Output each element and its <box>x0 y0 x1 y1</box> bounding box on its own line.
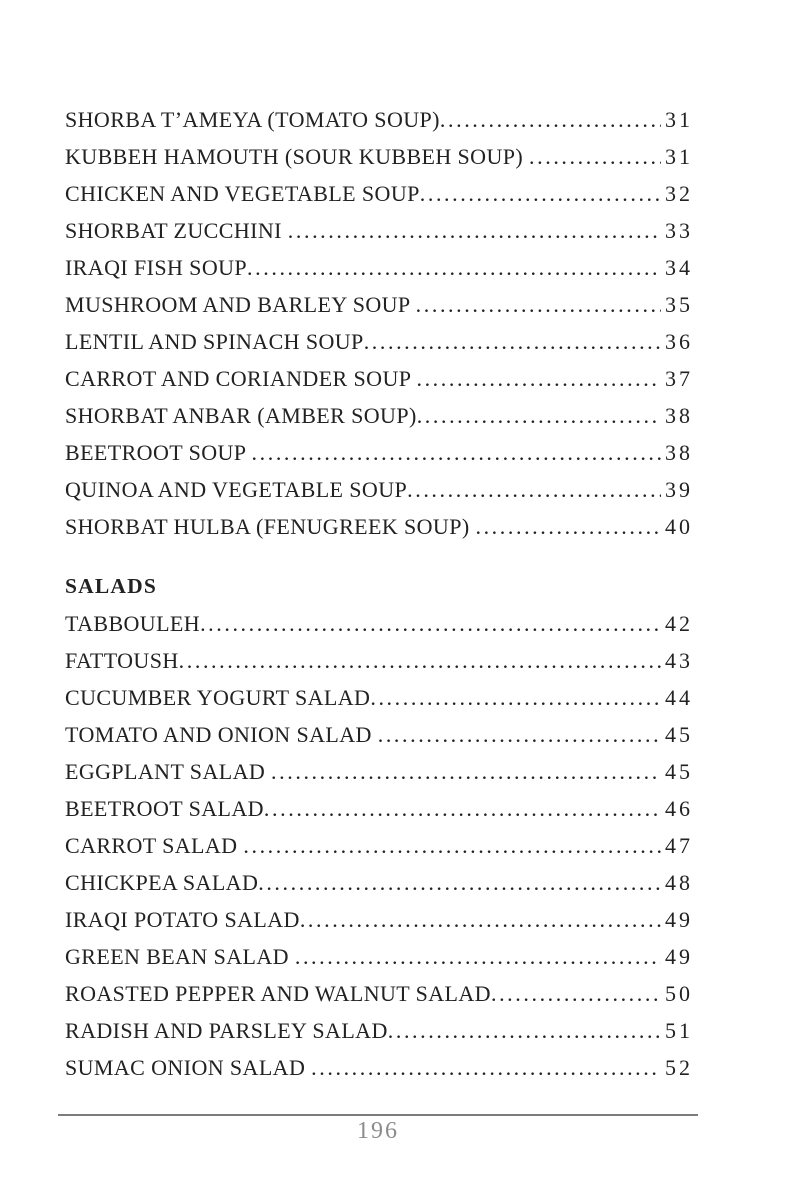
toc-entry-page: 44 <box>665 685 693 710</box>
dot-leader <box>288 212 661 252</box>
toc-entry-page: 38 <box>665 440 693 465</box>
dot-leader <box>388 1012 661 1052</box>
toc-entry-page: 45 <box>665 722 693 747</box>
dot-leader <box>420 175 661 215</box>
dot-leader <box>491 975 661 1015</box>
toc-entry-page: 31 <box>665 144 693 169</box>
dot-leader <box>416 360 661 400</box>
dot-leader <box>200 605 661 645</box>
table-of-contents <box>65 0 693 1086</box>
toc-entry <box>65 938 693 975</box>
toc-entry-title: CARROT AND CORIANDER SOUP <box>65 366 417 391</box>
toc-entry <box>65 249 693 286</box>
toc-entry <box>65 642 693 679</box>
toc-entry-title: EGGPLANT SALAD <box>65 759 272 784</box>
toc-entry-page: 46 <box>665 796 693 821</box>
dot-leader <box>247 249 661 289</box>
toc-entry-page: 49 <box>665 907 693 932</box>
toc-entry-title: SHORBAT ZUCCHINI <box>65 218 288 243</box>
toc-entry-title: KUBBEH HAMOUTH (SOUR KUBBEH SOUP) <box>65 144 530 169</box>
toc-entry <box>65 1049 693 1086</box>
dot-leader <box>417 397 661 437</box>
toc-entry-page: 51 <box>665 1018 693 1043</box>
dot-leader <box>407 471 661 511</box>
toc-entry-title: ROASTED PEPPER AND WALNUT SALAD <box>65 981 491 1006</box>
toc-entry-page: 45 <box>665 759 693 784</box>
toc-entry-page: 48 <box>665 870 693 895</box>
toc-entry-title: CHICKEN AND VEGETABLE SOUP <box>65 181 420 206</box>
page-number: 196 <box>357 1118 399 1144</box>
toc-entry-title: CHICKPEA SALAD <box>65 870 259 895</box>
toc-entry-title: SHORBAT ANBAR (AMBER SOUP) <box>65 403 417 428</box>
dot-leader <box>416 286 661 326</box>
toc-entry-title: SHORBAT HULBA (FENUGREEK SOUP) <box>65 514 476 539</box>
dot-leader <box>179 642 661 682</box>
dot-leader <box>440 101 661 141</box>
toc-entry <box>65 901 693 938</box>
toc-entry-page: 50 <box>665 981 693 1006</box>
toc-entry <box>65 286 693 323</box>
toc-entry-title: CARROT SALAD <box>65 833 244 858</box>
toc-entry-title: MUSHROOM AND BARLEY SOUP <box>65 292 416 317</box>
toc-entry-title: BEETROOT SALAD <box>65 796 264 821</box>
toc-entry-page: 35 <box>665 292 693 317</box>
dot-leader <box>529 138 661 178</box>
toc-entry <box>65 360 693 397</box>
toc-entry <box>65 753 693 790</box>
toc-entry <box>65 864 693 901</box>
toc-entry <box>65 397 693 434</box>
toc-entry-page: 34 <box>665 255 693 280</box>
dot-leader <box>475 508 661 548</box>
toc-entry-title: SUMAC ONION SALAD <box>65 1055 312 1080</box>
toc-entry-page: 33 <box>665 218 693 243</box>
toc-entry-title: IRAQI POTATO SALAD <box>65 907 300 932</box>
dot-leader <box>300 901 661 941</box>
toc-entry-page: 32 <box>665 181 693 206</box>
toc-entry-title: TABBOULEH <box>65 611 201 636</box>
toc-entry-page: 37 <box>665 366 693 391</box>
toc-entry-title: TOMATO AND ONION SALAD <box>65 722 378 747</box>
toc-entry <box>65 679 693 716</box>
toc-entry <box>65 790 693 827</box>
page-footer <box>58 1114 698 1145</box>
toc-entry-page: 49 <box>665 944 693 969</box>
toc-entry <box>65 175 693 212</box>
toc-entry <box>65 605 693 642</box>
toc-entry-title: QUINOA AND VEGETABLE SOUP <box>65 477 408 502</box>
dot-leader <box>311 1049 661 1089</box>
toc-entry-page: 31 <box>665 107 693 132</box>
toc-entry <box>65 508 693 545</box>
toc-entry-page: 36 <box>665 329 693 354</box>
dot-leader <box>295 938 661 978</box>
toc-entry <box>65 434 693 471</box>
toc-entry <box>65 716 693 753</box>
dot-leader <box>264 790 661 830</box>
toc-entry-page: 42 <box>665 611 693 636</box>
toc-entry <box>65 101 693 138</box>
toc-entry-page: 40 <box>665 514 693 539</box>
toc-entry-title: CUCUMBER YOGURT SALAD <box>65 685 371 710</box>
dot-leader <box>364 323 661 363</box>
dot-leader <box>243 827 661 867</box>
toc-entry-title: SHORBA T’AMEYA (TOMATO SOUP) <box>65 107 440 132</box>
toc-entry-page: 52 <box>665 1055 693 1080</box>
toc-entry <box>65 212 693 249</box>
toc-entry <box>65 975 693 1012</box>
toc-entry <box>65 323 693 360</box>
toc-entry-title: FATTOUSH <box>65 648 179 673</box>
toc-entry-title: IRAQI FISH SOUP <box>65 255 248 280</box>
toc-entry <box>65 138 693 175</box>
toc-entry-page: 43 <box>665 648 693 673</box>
toc-entry-page: 39 <box>665 477 693 502</box>
toc-entry <box>65 827 693 864</box>
toc-entry-page: 38 <box>665 403 693 428</box>
toc-entry-page: 47 <box>665 833 693 858</box>
toc-entry <box>65 471 693 508</box>
toc-entry-title: LENTIL AND SPINACH SOUP <box>65 329 364 354</box>
toc-entry-title: BEETROOT SOUP <box>65 440 252 465</box>
toc-entry-title: GREEN BEAN SALAD <box>65 944 295 969</box>
dot-leader <box>258 864 661 904</box>
dot-leader <box>378 716 661 756</box>
dot-leader <box>271 753 661 793</box>
toc-entry-title: RADISH AND PARSLEY SALAD <box>65 1018 388 1043</box>
dot-leader <box>252 434 661 474</box>
section-heading: SALADS <box>65 574 158 598</box>
dot-leader <box>370 679 661 719</box>
toc-entry <box>65 1012 693 1049</box>
